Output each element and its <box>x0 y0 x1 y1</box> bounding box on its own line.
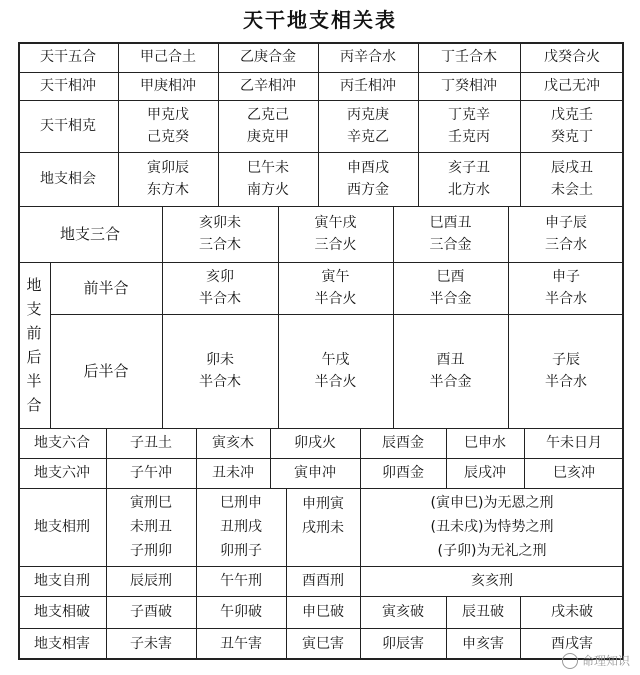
table-cell-line: 寅刑巳 <box>130 495 172 511</box>
table-cell-line: 寅午 <box>321 269 350 285</box>
table-cell: 午未日月 <box>546 435 602 451</box>
grid-line <box>218 42 219 206</box>
row-label: 地支自刑 <box>34 573 90 589</box>
table-cell <box>318 100 418 152</box>
vertical-label-char: 半 <box>26 372 42 390</box>
watermark <box>562 652 630 669</box>
table-cell: 戊己无冲 <box>544 78 600 94</box>
table-cell <box>106 488 196 566</box>
table-cell: 子午冲 <box>130 465 172 481</box>
vertical-label-char: 前 <box>26 324 42 342</box>
table-cell-line: 酉丑 <box>436 352 465 368</box>
table-cell-line: 三合金 <box>429 237 472 253</box>
table-cell-line: 亥子丑 <box>448 160 490 176</box>
table-cell: 午午刑 <box>220 573 262 589</box>
table-cell-line: 申酉戌 <box>347 160 389 176</box>
table-cell <box>418 152 520 206</box>
table-cell: 辰酉金 <box>382 435 424 451</box>
table-cell-line: 三合木 <box>199 237 241 253</box>
vertical-group-label <box>18 262 50 428</box>
table-cell-line: 半合木 <box>199 291 241 307</box>
grid-line <box>278 206 279 428</box>
table-cell-line: 巳酉 <box>436 269 465 285</box>
table-cell-line: 三合水 <box>545 237 587 253</box>
grid-line <box>520 42 521 206</box>
table-cell: 丙壬相冲 <box>340 78 396 94</box>
table-cell-line: 西方金 <box>347 182 389 198</box>
table-cell-line: 辛克乙 <box>347 129 389 145</box>
row-label: 地支相刑 <box>34 519 90 535</box>
vertical-label-char: 支 <box>26 300 42 318</box>
table-cell: 丁壬合木 <box>441 49 497 65</box>
table-cell: 辰辰刑 <box>130 573 172 589</box>
row-label: 地支相会 <box>40 171 96 187</box>
table-cell: 乙辛相冲 <box>240 78 296 94</box>
table-cell: 酉酉刑 <box>302 573 344 589</box>
grid-line <box>196 596 197 660</box>
row-label: 地支相害 <box>34 636 90 652</box>
table-cell-line: 戌刑未 <box>302 520 344 536</box>
table-cell <box>508 206 624 262</box>
table-cell-line: 壬克丙 <box>448 129 490 145</box>
table-cell-line: 北方水 <box>448 182 490 198</box>
grid-line <box>196 566 197 596</box>
table-cell-line: 未刑丑 <box>130 519 172 535</box>
table-cell: 午卯破 <box>220 604 262 620</box>
table-cell: 戊癸合火 <box>544 49 600 65</box>
table-cell: 申巳破 <box>302 604 344 620</box>
table-cell-line: 乙克己 <box>247 107 289 123</box>
table-cell <box>318 152 418 206</box>
table-cell-line: 半合金 <box>429 374 472 390</box>
table-cell <box>393 206 508 262</box>
table-cell-line: 半合金 <box>429 291 472 307</box>
table-cell: 甲庚相冲 <box>140 78 196 94</box>
table-cell: 丑未冲 <box>212 465 254 481</box>
table-cell <box>218 152 318 206</box>
table-cell-line: 午戌 <box>321 352 350 368</box>
table-cell: 卯戌火 <box>294 435 336 451</box>
grid-line <box>106 596 107 660</box>
grid-line <box>270 428 271 488</box>
table-cell-line: 亥卯未 <box>199 215 241 231</box>
row-label: 前半合 <box>83 279 129 297</box>
table-cell-line: 半合水 <box>545 291 587 307</box>
grid-line <box>196 488 197 566</box>
table-cell: 寅巳害 <box>302 636 344 652</box>
table-cell: 寅申冲 <box>294 465 336 481</box>
table-cell-line: 己克癸 <box>147 129 189 145</box>
table-cell: 丑午害 <box>220 636 262 652</box>
table-cell-line: 未会土 <box>551 182 593 198</box>
grid-line <box>360 488 361 566</box>
table-cell <box>520 152 624 206</box>
table-cell: 乙庚合金 <box>240 49 296 65</box>
grid-line <box>118 42 119 206</box>
table-cell <box>278 262 393 314</box>
table-cell-line: 癸克丁 <box>551 129 593 145</box>
table-cell-line: 申子 <box>552 269 580 285</box>
table-cell: 辰戌冲 <box>464 465 506 481</box>
table-cell: 子丑土 <box>130 435 172 451</box>
table-cell-line: 半合火 <box>314 374 357 390</box>
table-cell: 辰丑破 <box>462 604 504 620</box>
grid-line <box>360 596 361 660</box>
table-cell-line: 甲克戊 <box>147 107 189 123</box>
table-title: 天干地支相关表 <box>243 8 397 32</box>
grid-line <box>286 488 287 566</box>
table-cell-line: 半合水 <box>545 374 587 390</box>
row-label: 地支六合 <box>34 435 90 451</box>
table-cell: 寅亥木 <box>212 435 254 451</box>
grid-line <box>286 596 287 660</box>
table-cell <box>118 152 218 206</box>
grid-line <box>162 206 163 428</box>
table-cell-line: 巳刑申 <box>220 495 262 511</box>
table-cell-line: 亥卯 <box>206 269 234 285</box>
table-cell-line: 半合木 <box>199 374 241 390</box>
row-label: 天干相冲 <box>40 78 96 94</box>
table-cell: 丁癸相冲 <box>441 78 497 94</box>
row-label: 地支相破 <box>34 604 90 620</box>
table-cell-line: 申刑寅 <box>302 496 344 512</box>
table-cell-line: 东方木 <box>147 182 189 198</box>
table-cell: 巳申水 <box>464 435 506 451</box>
table-cell-line: 庚克甲 <box>247 129 289 145</box>
notes-cell-line: (子卯)为无礼之刑 <box>437 543 547 559</box>
table-cell <box>508 262 624 314</box>
table-cell <box>278 314 393 428</box>
grid-line <box>106 428 107 488</box>
table-cell <box>218 100 318 152</box>
grid-line <box>393 206 394 428</box>
table-cell <box>162 262 278 314</box>
table-cell: 甲己合土 <box>140 49 196 65</box>
grid-line <box>508 206 509 428</box>
grid-line <box>18 100 624 101</box>
table-cell: 申亥害 <box>462 636 504 652</box>
grid-line <box>18 72 624 73</box>
table-cell: 戌未破 <box>551 604 593 620</box>
table-cell-line: 子辰 <box>552 352 580 368</box>
grid-line <box>446 596 447 660</box>
watermark-logo-icon <box>562 653 578 669</box>
table-cell <box>393 314 508 428</box>
grid-line <box>18 628 624 629</box>
vertical-label-char: 地 <box>26 276 42 294</box>
table-cell-line: 卯未 <box>206 352 234 368</box>
table-cell <box>520 100 624 152</box>
table-cell: 子酉破 <box>130 604 172 620</box>
grid-line <box>520 596 521 660</box>
table-cell <box>393 262 508 314</box>
grid-line <box>360 566 361 596</box>
grid-line <box>286 566 287 596</box>
grid-line <box>524 428 525 488</box>
table-cell <box>162 314 278 428</box>
table-cell <box>418 100 520 152</box>
notes-cell <box>360 488 624 566</box>
table-cell-line: 寅午戌 <box>314 215 357 231</box>
table-cell-line: 巳酉丑 <box>429 215 472 231</box>
grid-line <box>18 152 624 153</box>
table-cell-line: 丙克庚 <box>347 107 389 123</box>
grid-line <box>418 42 419 206</box>
row-label: 地支三合 <box>59 225 120 243</box>
table-cell <box>118 100 218 152</box>
table-cell: 亥亥刑 <box>471 573 513 589</box>
table-cell <box>508 314 624 428</box>
table-cell <box>196 488 286 566</box>
notes-cell-line: (丑未戌)为恃势之刑 <box>430 519 554 535</box>
vertical-label-char: 后 <box>26 348 42 366</box>
vertical-label-char: 合 <box>26 396 42 414</box>
grid-line <box>106 566 107 596</box>
table-cell: 酉戌害 <box>551 636 593 652</box>
table-cell-line: 南方火 <box>247 182 289 198</box>
table-cell-line: 寅卯辰 <box>147 160 189 176</box>
row-label: 天干五合 <box>40 49 96 65</box>
table-cell-line: 丑刑戌 <box>220 519 262 535</box>
table-cell-line: 申子辰 <box>545 215 587 231</box>
grid-line <box>106 488 107 566</box>
row-label: 地支六冲 <box>34 465 90 481</box>
table-cell: 丙辛合水 <box>340 49 396 65</box>
table-cell-line: 丁克辛 <box>448 107 490 123</box>
row-label: 天干相克 <box>40 118 96 134</box>
grid-line <box>318 42 319 206</box>
table-cell: 子未害 <box>130 636 172 652</box>
row-label: 后半合 <box>83 362 129 380</box>
table-cell-line: 三合火 <box>314 237 357 253</box>
table-cell-line: 巳午未 <box>247 160 289 176</box>
notes-cell-line: (寅申巳)为无恩之刑 <box>430 495 554 511</box>
table-cell: 巳亥冲 <box>553 465 595 481</box>
grid-line <box>360 428 361 488</box>
table-cell: 寅亥破 <box>382 604 424 620</box>
table-cell: 卯酉金 <box>382 465 424 481</box>
table-cell-line: 卯刑子 <box>220 543 262 559</box>
grid-line <box>446 428 447 488</box>
table-cell-line: 子刑卯 <box>130 543 172 559</box>
table-cell <box>278 206 393 262</box>
table-cell <box>162 206 278 262</box>
table-cell-line: 戊克壬 <box>551 107 593 123</box>
watermark-text: 命理知识 <box>581 654 630 668</box>
table-cell-line: 半合火 <box>314 291 357 307</box>
table-cell-line: 辰戌丑 <box>551 160 593 176</box>
grid-line <box>18 458 624 459</box>
grid-line <box>196 428 197 488</box>
table-cell <box>286 488 360 544</box>
table-cell: 卯辰害 <box>382 636 424 652</box>
